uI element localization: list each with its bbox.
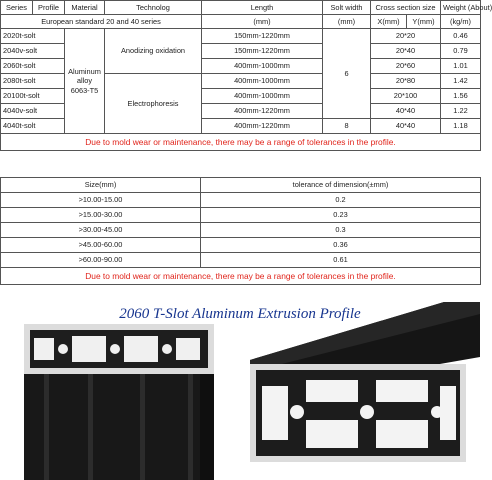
- tolerance-size: >10.00-15.00: [1, 193, 201, 208]
- upright-profile-image: [24, 324, 214, 480]
- tolerance-size: >15.00-30.00: [1, 208, 201, 223]
- tolerance-header-value: tolerance of dimension(±mm): [201, 178, 481, 193]
- header-x-unit: X(mm): [371, 15, 407, 29]
- spec-table: [0, 0, 492, 151]
- slot-width-6: 6: [323, 29, 371, 119]
- header-material: Material: [65, 1, 105, 15]
- length-cell: 400mm-1000mm: [202, 59, 323, 74]
- weight-cell: 0.79: [441, 44, 481, 59]
- weight-cell: 1.18: [441, 119, 481, 134]
- weight-cell: 1.56: [441, 89, 481, 104]
- length-cell: 150mm-1220mm: [202, 44, 323, 59]
- size-cell: 40*40: [371, 119, 441, 134]
- header-length-unit: (mm): [202, 15, 323, 29]
- photo-title: 2060 T-Slot Aluminum Extrusion Profile: [119, 306, 361, 322]
- header-cross-section: Cross section size: [371, 1, 441, 15]
- size-cell: 20*60: [371, 59, 441, 74]
- tolerance-size: >60.00-90.00: [1, 253, 201, 268]
- header-weight: Weight (About): [441, 1, 481, 15]
- lying-profile-image: [250, 302, 480, 462]
- series-cell: 4040t-solt: [1, 119, 65, 134]
- size-cell: 20*40: [371, 44, 441, 59]
- series-cell: 2040v-solt: [1, 44, 65, 59]
- technology-anodizing: Anodizing oxidation: [105, 29, 202, 74]
- size-cell: 40*40: [371, 104, 441, 119]
- series-cell: 2020t-solt: [1, 29, 65, 44]
- weight-cell: 1.01: [441, 59, 481, 74]
- length-cell: 400mm-1220mm: [202, 104, 323, 119]
- length-cell: 400mm-1000mm: [202, 74, 323, 89]
- header-slot-width: Solt width: [323, 1, 371, 15]
- weight-cell: 0.46: [441, 29, 481, 44]
- weight-cell: 1.22: [441, 104, 481, 119]
- tolerance-warning: Due to mold wear or maintenance, there may be a range of tolerances in the profile.: [1, 268, 481, 285]
- header-profile: Profile: [33, 1, 65, 15]
- header-series: Series: [1, 1, 33, 15]
- tolerance-warning: Due to mold wear or maintenance, there may be a range of tolerances in the profile.: [1, 134, 481, 151]
- tolerance-value: 0.61: [201, 253, 481, 268]
- series-cell: 20100t-solt: [1, 89, 65, 104]
- length-cell: 400mm-1000mm: [202, 89, 323, 104]
- size-cell: 20*80: [371, 74, 441, 89]
- tolerance-size: >45.00-60.00: [1, 238, 201, 253]
- header-slot-unit: (mm): [323, 15, 371, 29]
- size-cell: 20*20: [371, 29, 441, 44]
- tolerance-value: 0.36: [201, 238, 481, 253]
- size-cell: 20*100: [371, 89, 441, 104]
- tolerance-value: 0.23: [201, 208, 481, 223]
- tolerance-value: 0.2: [201, 193, 481, 208]
- tolerance-size: >30.00-45.00: [1, 223, 201, 238]
- header-standard: European standard 20 and 40 series: [1, 15, 202, 29]
- tolerance-table: [0, 177, 481, 285]
- header-length: Length: [202, 1, 323, 15]
- slot-width-8: 8: [323, 119, 371, 134]
- series-cell: 4040v-solt: [1, 104, 65, 119]
- series-cell: 2080t-solt: [1, 74, 65, 89]
- material-cell: Aluminum alloy 6063-T5: [65, 29, 105, 134]
- tolerance-header-size: Size(mm): [1, 178, 201, 193]
- technology-electrophoresis: Electrophoresis: [105, 74, 202, 134]
- length-cell: 150mm-1220mm: [202, 29, 323, 44]
- extrusion-profile-photo: [0, 302, 480, 480]
- header-weight-unit: (kg/m): [441, 15, 481, 29]
- weight-cell: 1.42: [441, 74, 481, 89]
- tolerance-value: 0.3: [201, 223, 481, 238]
- series-cell: 2060t-solt: [1, 59, 65, 74]
- header-technology: Technolog: [105, 1, 202, 15]
- header-y-unit: Y(mm): [407, 15, 441, 29]
- length-cell: 400mm-1220mm: [202, 119, 323, 134]
